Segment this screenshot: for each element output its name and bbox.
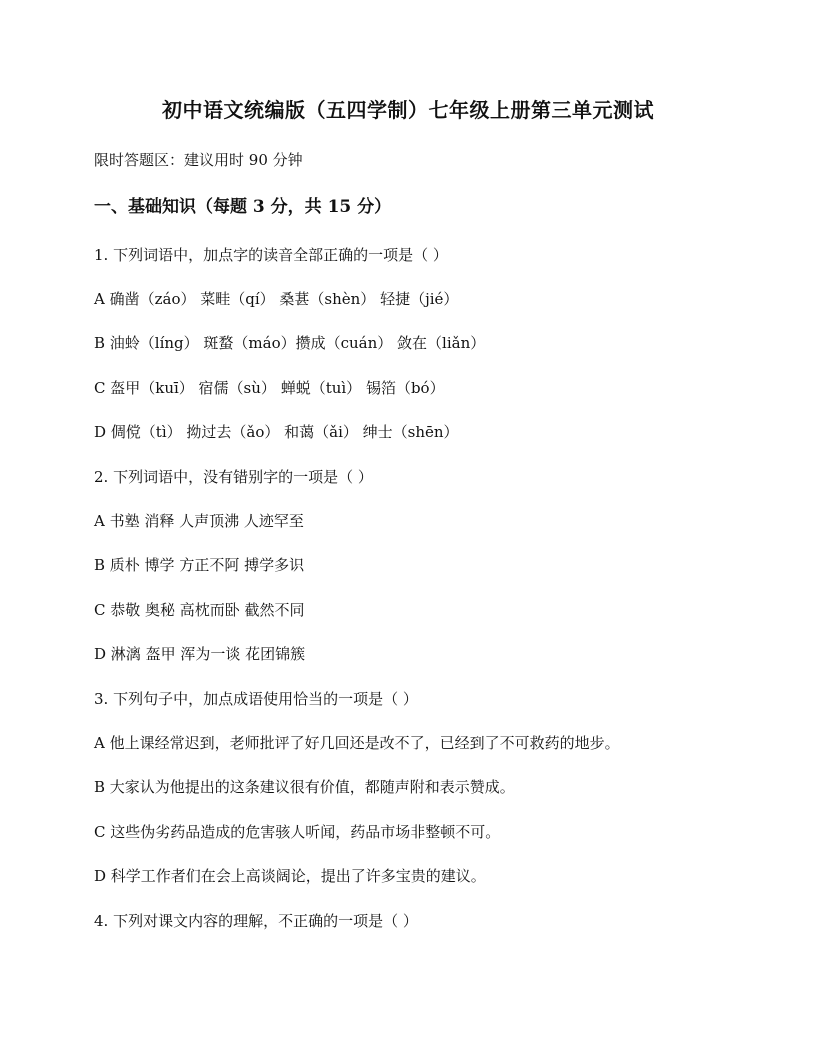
question-stem: 1. 下列词语中，加点字的读音全部正确的一项是（ ） <box>94 246 448 264</box>
question-option: C 这些伪劣药品造成的危害骇人听闻，药品市场非整顿不可。 <box>94 823 501 841</box>
time-note: 限时答题区：建议用时 90 分钟 <box>94 151 303 169</box>
question-option: C 恭敬 奥秘 高枕而卧 截然不同 <box>94 601 305 619</box>
question-stem: 4. 下列对课文内容的理解，不正确的一项是（ ） <box>94 912 418 930</box>
section-heading: 一、基础知识（每题 3 分，共 15 分） <box>94 197 392 217</box>
question-option: B 大家认为他提出的这条建议很有价值，都随声附和表示赞成。 <box>94 778 515 796</box>
question-option: B 油蛉（líng） 斑蝥（máo）攒成（cuán） 敛在（liǎn） <box>94 334 486 352</box>
question-option: A 他上课经常迟到，老师批评了好几回还是改不了，已经到了不可救药的地步。 <box>94 734 620 752</box>
question-option: B 质朴 博学 方正不阿 搏学多识 <box>94 556 305 574</box>
page-title: 初中语文统编版（五四学制）七年级上册第三单元测试 <box>162 98 654 122</box>
question-option: D 淋漓 盔甲 浑为一谈 花团锦簇 <box>94 645 306 663</box>
question-option: C 盔甲（kuī） 宿儒（sù） 蝉蜕（tuì） 锡箔（bó） <box>94 379 445 397</box>
question-option: D 倜傥（tì） 拗过去（ǎo） 和蔼（ǎi） 绅士（shēn） <box>94 423 459 441</box>
question-option: A 书塾 消释 人声顶沸 人迹罕至 <box>94 512 304 530</box>
question-option: A 确凿（záo） 菜畦（qí） 桑葚（shèn） 轻捷（jié） <box>94 290 459 308</box>
question-stem: 2. 下列词语中，没有错别字的一项是（ ） <box>94 468 373 486</box>
question-option: D 科学工作者们在会上高谈阔论，提出了许多宝贵的建议。 <box>94 867 486 885</box>
question-stem: 3. 下列句子中，加点成语使用恰当的一项是（ ） <box>94 690 418 708</box>
